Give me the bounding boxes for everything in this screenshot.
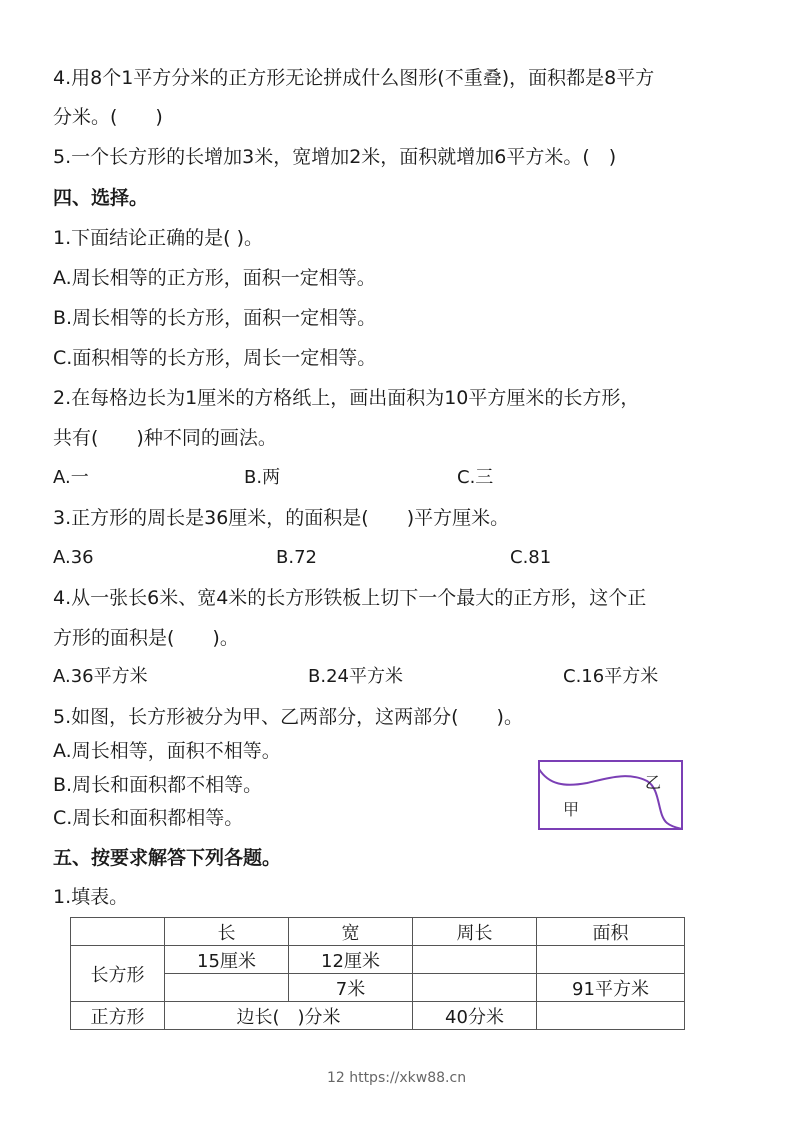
choice-q2-option-c: C.三 [457, 467, 494, 488]
square-perimeter-cell: 40分米 [413, 1002, 537, 1030]
rectangle-split-figure [535, 757, 687, 833]
choice-q3-option-a: A.36 [53, 547, 94, 568]
figure-label-yi: 乙 [645, 773, 662, 792]
judge-q4-line1: 4.用8个1平方分米的正方形无论拼成什么图形(不重叠)，面积都是8平方 [53, 67, 655, 89]
choice-q5-option-b: B.周长和面积都不相等。 [53, 774, 263, 796]
section5-q1: 1.填表。 [53, 886, 129, 908]
judge-q5: 5.一个长方形的长增加3米，宽增加2米，面积就增加6平方米。( ) [53, 146, 617, 168]
section4-title: 四、选择。 [53, 187, 149, 209]
choice-q3-stem: 3.正方形的周长是36厘米，的面积是( )平方厘米。 [53, 507, 510, 529]
square-side-cell: 边长( )分米 [165, 1002, 413, 1030]
table-header-cell: 面积 [537, 918, 685, 946]
choice-q4-stem-line1: 4.从一张长6米、宽4米的长方形铁板上切下一个最大的正方形，这个正 [53, 587, 647, 609]
table-cell[interactable] [413, 946, 537, 974]
choice-q2-stem-line2: 共有( )种不同的画法。 [53, 427, 277, 449]
table-header-row [71, 918, 685, 946]
choice-q4-option-b: B.24平方米 [308, 666, 403, 687]
table-header-cell: 周长 [413, 918, 537, 946]
table-cell: 15厘米 [165, 946, 289, 974]
choice-q5-option-c: C.周长和面积都相等。 [53, 807, 244, 829]
rect-row-label: 长方形 [71, 946, 165, 1002]
table-cell: 91平方米 [537, 974, 685, 1002]
choice-q2-stem-line1: 2.在每格边长为1厘米的方格纸上，画出面积为10平方厘米的长方形， [53, 387, 640, 409]
table-cell[interactable] [165, 974, 289, 1002]
figure-outline [539, 761, 682, 829]
table-header-cell: 宽 [289, 918, 413, 946]
choice-q3-option-c: C.81 [510, 547, 552, 568]
choice-q4-option-c: C.16平方米 [563, 666, 659, 687]
choice-q2-option-a: A.一 [53, 467, 89, 488]
table-row [71, 946, 685, 974]
table-row [71, 1002, 685, 1030]
table-cell: 7米 [289, 974, 413, 1002]
judge-q4-line2: 分米。( ) [53, 106, 163, 128]
choice-q5-stem: 5.如图，长方形被分为甲、乙两部分，这两部分( )。 [53, 706, 523, 728]
section5-title: 五、按要求解答下列各题。 [53, 847, 282, 869]
square-row-label: 正方形 [71, 1002, 165, 1030]
choice-q1-option-b: B.周长相等的长方形，面积一定相等。 [53, 307, 377, 329]
square-area-cell[interactable] [537, 1002, 685, 1030]
choice-q5-option-a: A.周长相等，面积不相等。 [53, 740, 281, 762]
fill-in-table [70, 917, 685, 1030]
table-cell[interactable] [537, 946, 685, 974]
choice-q4-option-a: A.36平方米 [53, 666, 148, 687]
choice-q1-option-a: A.周长相等的正方形，面积一定相等。 [53, 267, 376, 289]
choice-q1-option-c: C.面积相等的长方形，周长一定相等。 [53, 347, 377, 369]
choice-q1-stem: 1.下面结论正确的是( )。 [53, 227, 263, 249]
page-footer: 12 https://xkw88.cn [326, 1070, 467, 1086]
table-header-cell: 长 [165, 918, 289, 946]
table-cell: 12厘米 [289, 946, 413, 974]
figure-label-jia: 甲 [563, 800, 580, 819]
choice-q2-option-b: B.两 [244, 467, 281, 488]
table-cell[interactable] [413, 974, 537, 1002]
choice-q3-option-b: B.72 [276, 547, 317, 568]
table-header-cell [71, 918, 165, 946]
choice-q4-stem-line2: 方形的面积是( )。 [53, 627, 239, 649]
